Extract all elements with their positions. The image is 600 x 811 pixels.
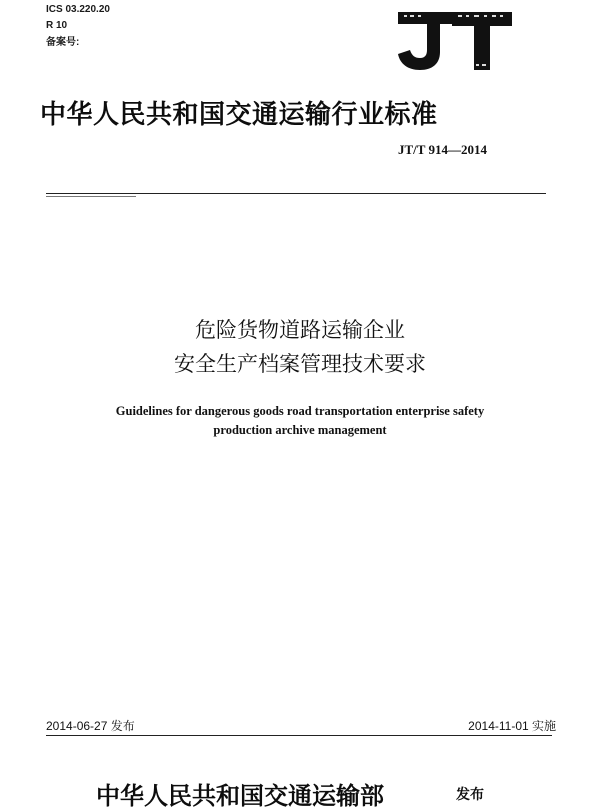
title-zh-line2: 安全生产档案管理技术要求 bbox=[174, 352, 426, 376]
registration-label: 备案号: bbox=[46, 37, 80, 48]
title-en-line2: production archive management bbox=[213, 423, 387, 437]
ics-code: ICS 03.220.20 bbox=[46, 4, 110, 15]
title-en-line1: Guidelines for dangerous goods road transportation enterprise safety bbox=[115, 404, 485, 418]
implementation-date: 2014-11-01 实施 bbox=[468, 719, 556, 733]
top-divider bbox=[46, 193, 546, 194]
standard-number: JT/T 914—2014 bbox=[398, 142, 487, 157]
publisher-suffix: 发布 bbox=[456, 787, 484, 803]
jt-logo-icon bbox=[396, 10, 514, 72]
bottom-divider bbox=[46, 735, 552, 736]
standard-category-title: 中华人民共和国交通运输行业标准 bbox=[40, 100, 438, 130]
classification-code: R 10 bbox=[46, 20, 68, 31]
top-divider-accent bbox=[46, 196, 136, 197]
issue-date: 2014-06-27 发布 bbox=[46, 719, 135, 733]
title-zh-line1: 危险货物道路运输企业 bbox=[195, 318, 405, 342]
publisher-name: 中华人民共和国交通运输部 bbox=[96, 782, 384, 810]
